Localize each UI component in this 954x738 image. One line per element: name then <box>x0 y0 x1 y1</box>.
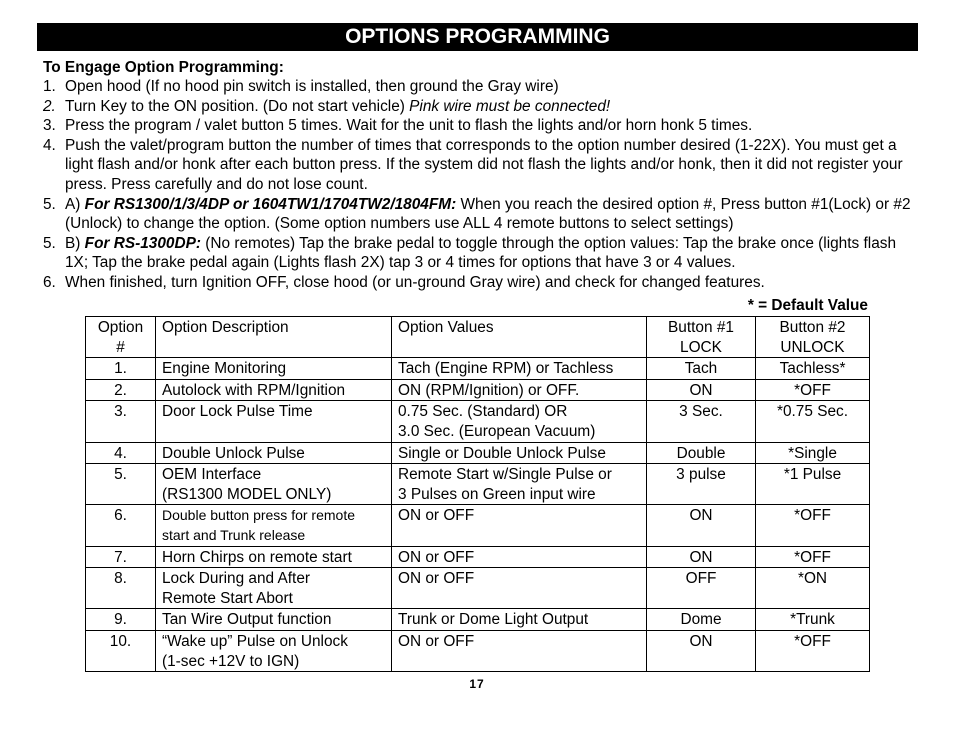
instructions <box>43 58 913 293</box>
step-text: When you reach the desired option #, Press button #1(Lock) or #2 (Unlock) to change the option. (Some option numbers use ALL 4 remote buttons to select settings) <box>65 195 911 233</box>
step-number: 3. <box>43 117 56 135</box>
table-header-row <box>86 317 870 358</box>
option-number: 2. <box>86 379 156 401</box>
button-2-value: *OFF <box>756 546 870 568</box>
button-1-value: OFF <box>647 568 756 609</box>
table-row <box>86 505 870 546</box>
step-text: When finished, turn Ignition OFF, close hood (or un-ground Gray wire) and check for changed features. <box>65 273 765 291</box>
options-table <box>85 316 870 672</box>
step-models: For RS1300/1/3/4DP or 1604TW1/1704TW2/1804FM: <box>84 195 457 213</box>
button-1-value: Dome <box>647 609 756 631</box>
button-1-value: Double <box>647 442 756 464</box>
option-number: 4. <box>86 442 156 464</box>
table-row <box>86 358 870 380</box>
option-values: 0.75 Sec. (Standard) OR 3.0 Sec. (European Vacuum) <box>392 401 647 442</box>
option-number: 7. <box>86 546 156 568</box>
option-values: ON or OFF <box>392 630 647 671</box>
option-description: Double button press for remote start and Trunk release <box>156 505 392 546</box>
option-description: Engine Monitoring <box>156 358 392 380</box>
step-1 <box>43 77 913 97</box>
button-1-value: ON <box>647 505 756 546</box>
step-prefix: A) <box>65 195 85 213</box>
option-values: Single or Double Unlock Pulse <box>392 442 647 464</box>
button-2-value: *1 Pulse <box>756 464 870 505</box>
button-2-value: *OFF <box>756 379 870 401</box>
instructions-title: To Engage Option Programming: <box>43 59 284 76</box>
step-models: For RS-1300DP: <box>84 234 201 252</box>
button-1-value: 3 Sec. <box>647 401 756 442</box>
table-row <box>86 609 870 631</box>
step-number: 5. <box>43 195 56 213</box>
step-number: 5. <box>43 234 56 252</box>
option-number: 10. <box>86 630 156 671</box>
table-row <box>86 442 870 464</box>
header-option-number: Option # <box>86 317 156 358</box>
option-values: Trunk or Dome Light Output <box>392 609 647 631</box>
step-4 <box>43 136 913 195</box>
option-description: OEM Interface (RS1300 MODEL ONLY) <box>156 464 392 505</box>
button-1-value: ON <box>647 546 756 568</box>
option-values: ON (RPM/Ignition) or OFF. <box>392 379 647 401</box>
button-1-value: 3 pulse <box>647 464 756 505</box>
table-row <box>86 464 870 505</box>
button-2-value: *ON <box>756 568 870 609</box>
option-description: Double Unlock Pulse <box>156 442 392 464</box>
button-2-value: *Single <box>756 442 870 464</box>
step-text: Push the valet/program button the number of times that corresponds to the option number desired (1-22X). You must get a light flash and/or honk after each button press. If the system did not flash the lights and/or honk, then it did not register your press. Press carefully and do not lose count. <box>65 136 903 193</box>
option-description: Door Lock Pulse Time <box>156 401 392 442</box>
option-description: Lock During and After Remote Start Abort <box>156 568 392 609</box>
header-button-2: Button #2 UNLOCK <box>756 317 870 358</box>
step-number: 1. <box>43 78 56 95</box>
option-number: 8. <box>86 568 156 609</box>
button-2-value: *OFF <box>756 505 870 546</box>
option-number: 5. <box>86 464 156 505</box>
step-2 <box>43 97 913 117</box>
header-option-description: Option Description <box>156 317 392 358</box>
header-option-values: Option Values <box>392 317 647 358</box>
page-title: OPTIONS PROGRAMMING <box>37 23 918 51</box>
option-number: 9. <box>86 609 156 631</box>
table-row <box>86 546 870 568</box>
step-text: Turn Key to the ON position. (Do not start vehicle) <box>65 97 410 115</box>
option-description: Autolock with RPM/Ignition <box>156 379 392 401</box>
step-text: Open hood (If no hood pin switch is installed, then ground the Gray wire) <box>65 78 559 95</box>
option-number: 6. <box>86 505 156 546</box>
table-row <box>86 379 870 401</box>
option-values: ON or OFF <box>392 568 647 609</box>
step-text: Press the program / valet button 5 times. Wait for the unit to flash the lights and/or horn honk 5 times. <box>65 117 753 135</box>
button-1-value: ON <box>647 630 756 671</box>
option-values: Remote Start w/Single Pulse or 3 Pulses on Green input wire <box>392 464 647 505</box>
button-2-value: *0.75 Sec. <box>756 401 870 442</box>
button-1-value: ON <box>647 379 756 401</box>
step-5a <box>43 195 913 234</box>
step-number: 6. <box>43 273 56 291</box>
option-values: ON or OFF <box>392 505 647 546</box>
header-button-1: Button #1 LOCK <box>647 317 756 358</box>
step-3 <box>43 116 913 136</box>
step-number: 2. <box>43 97 56 115</box>
button-1-value: Tach <box>647 358 756 380</box>
option-description: Tan Wire Output function <box>156 609 392 631</box>
button-2-value: Tachless* <box>756 358 870 380</box>
step-warning: Pink wire must be connected! <box>409 97 611 115</box>
option-values: ON or OFF <box>392 546 647 568</box>
step-5b <box>43 234 913 273</box>
option-values: Tach (Engine RPM) or Tachless <box>392 358 647 380</box>
option-description: “Wake up” Pulse on Unlock (1-sec +12V to IGN) <box>156 630 392 671</box>
step-text: (No remotes) Tap the brake pedal to toggle through the option values: Tap the brake once (lights flash 1X; Tap the brake pedal again (Lights flash 2X) tap 3 or 4 times for options that have 3 or 4 values. <box>65 234 897 272</box>
table-row <box>86 568 870 609</box>
option-number: 3. <box>86 401 156 442</box>
default-value-note: * = Default Value <box>747 297 868 314</box>
option-description: Horn Chirps on remote start <box>156 546 392 568</box>
button-2-value: *OFF <box>756 630 870 671</box>
page-number: 17 <box>469 677 485 691</box>
option-number: 1. <box>86 358 156 380</box>
table-row <box>86 401 870 442</box>
step-6 <box>43 273 913 293</box>
step-number: 4. <box>43 136 56 154</box>
table-row <box>86 630 870 671</box>
button-2-value: *Trunk <box>756 609 870 631</box>
step-prefix: B) <box>65 234 85 252</box>
